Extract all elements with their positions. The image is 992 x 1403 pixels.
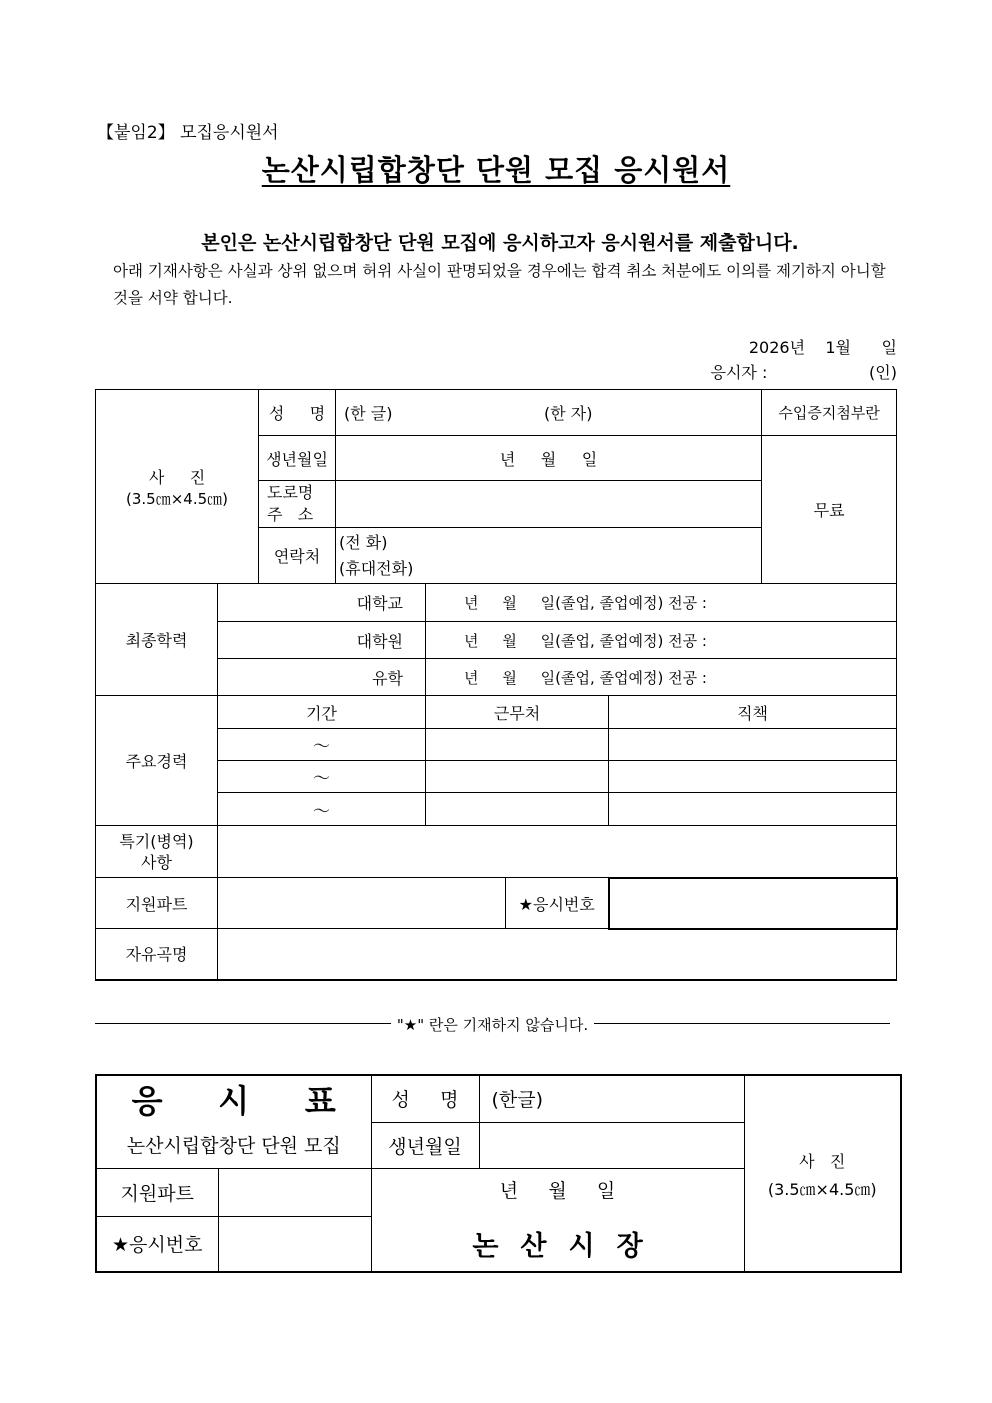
cut-separator — [95, 1012, 890, 1036]
career-workplace-1[interactable] — [426, 729, 609, 761]
photo-size: (3.5㎝×4.5㎝) — [126, 489, 228, 508]
special-label-line-2: 사항 — [141, 852, 172, 872]
address-label-line-1: 도로명 — [267, 483, 314, 502]
career-position-1[interactable] — [609, 729, 897, 761]
exam-number-label: ★응시번호 — [506, 878, 609, 929]
education-label: 최종학력 — [96, 584, 218, 696]
ticket-subtitle: 논산시립합창단 단원 모집 — [96, 1122, 371, 1168]
name-korean-label: (한 글) — [344, 404, 393, 423]
career-period-2[interactable]: ～ — [218, 761, 426, 793]
part-label: 지원파트 — [96, 878, 218, 929]
education-school-graduate[interactable]: 대학원 — [218, 622, 426, 659]
ticket-date: 년 월 일 — [499, 1180, 616, 1203]
education-school-abroad[interactable]: 유학 — [218, 659, 426, 696]
ticket-title: 응 시 표 — [96, 1075, 371, 1122]
ticket-name-field[interactable]: (한글) — [479, 1075, 744, 1122]
ticket-birth-field[interactable] — [479, 1122, 744, 1168]
ticket-photo-size: (3.5㎝×4.5㎝) — [767, 1180, 877, 1199]
career-position-2[interactable] — [609, 761, 897, 793]
ticket-exam-number-field — [218, 1216, 371, 1272]
part-field[interactable] — [218, 878, 506, 929]
ticket-part-field[interactable] — [218, 1168, 371, 1216]
photo-label: 사 진 — [148, 467, 206, 487]
ticket-part-label: 지원파트 — [96, 1168, 218, 1216]
career-header-workplace: 근무처 — [426, 696, 609, 729]
education-detail-abroad[interactable]: 년 월 일(졸업, 졸업예정) 전공 : — [426, 659, 897, 696]
photo-box[interactable] — [96, 390, 259, 584]
birth-field[interactable]: 년 월 일 — [336, 436, 762, 481]
stamp-value: 무료 — [762, 436, 897, 584]
career-label: 주요경력 — [96, 696, 218, 826]
ticket-issuer: 논산시장 — [472, 1231, 665, 1263]
song-field[interactable] — [218, 929, 897, 980]
applicant-signature-line: 응시자 : (인) — [710, 363, 897, 382]
special-label-line-1: 특기(병역) — [119, 831, 194, 851]
exam-ticket-table — [95, 1074, 902, 1273]
phone-label: (전 화) — [339, 532, 388, 552]
contact-field[interactable] — [336, 528, 762, 584]
career-period-3[interactable]: ～ — [218, 793, 426, 826]
stamp-label: 수입증지첨부란 — [762, 390, 897, 436]
career-header-period: 기간 — [218, 696, 426, 729]
pledge-text: 아래 기재사항은 사실과 상위 없으며 허위 사실이 판명되었을 경우에는 합격 취소 처분에도 이의를 제기하지 아니할 것을 서약 합니다. — [113, 262, 886, 307]
address-label — [259, 481, 336, 528]
education-detail-university[interactable]: 년 월 일(졸업, 졸업예정) 전공 : — [426, 584, 897, 622]
career-workplace-2[interactable] — [426, 761, 609, 793]
date-line: 2026년 1월 일 — [748, 338, 897, 357]
name-hanja-label: (한 자) — [544, 404, 593, 423]
separator-note: "★" 란은 기재하지 않습니다. — [391, 1016, 594, 1034]
career-position-3[interactable] — [609, 793, 897, 826]
declaration-text: 본인은 논산시립합창단 단원 모집에 응시하고자 응시원서를 제출합니다. — [201, 232, 799, 254]
career-workplace-3[interactable] — [426, 793, 609, 826]
birth-label: 생년월일 — [259, 436, 336, 481]
career-period-1[interactable]: ～ — [218, 729, 426, 761]
ticket-photo-box[interactable] — [744, 1075, 901, 1272]
mobile-label: (휴대전화) — [339, 558, 414, 578]
name-label: 성 명 — [259, 390, 336, 436]
song-label: 자유곡명 — [96, 929, 218, 980]
ticket-birth-label: 생년월일 — [371, 1122, 479, 1168]
application-form-table — [95, 389, 898, 981]
education-school-university[interactable]: 대학교 — [218, 584, 426, 622]
page-title-wrap — [0, 148, 992, 189]
education-detail-graduate[interactable]: 년 월 일(졸업, 졸업예정) 전공 : — [426, 622, 897, 659]
attachment-label: 【붙임2】 모집응시원서 — [97, 123, 279, 143]
address-label-line-2: 주 소 — [267, 505, 314, 524]
ticket-issuer-box — [371, 1168, 744, 1272]
contact-label: 연락처 — [259, 528, 336, 584]
special-field[interactable] — [218, 826, 897, 878]
special-label — [96, 826, 218, 878]
ticket-photo-label: 사 진 — [799, 1152, 846, 1171]
ticket-name-label: 성 명 — [371, 1075, 479, 1122]
exam-number-field — [609, 878, 897, 929]
address-field[interactable] — [336, 481, 762, 528]
career-header-position: 직책 — [609, 696, 897, 729]
page-title: 논산시립합창단 단원 모집 응시원서 — [261, 153, 731, 187]
ticket-exam-number-label: ★응시번호 — [96, 1216, 218, 1272]
name-field[interactable] — [336, 390, 762, 436]
